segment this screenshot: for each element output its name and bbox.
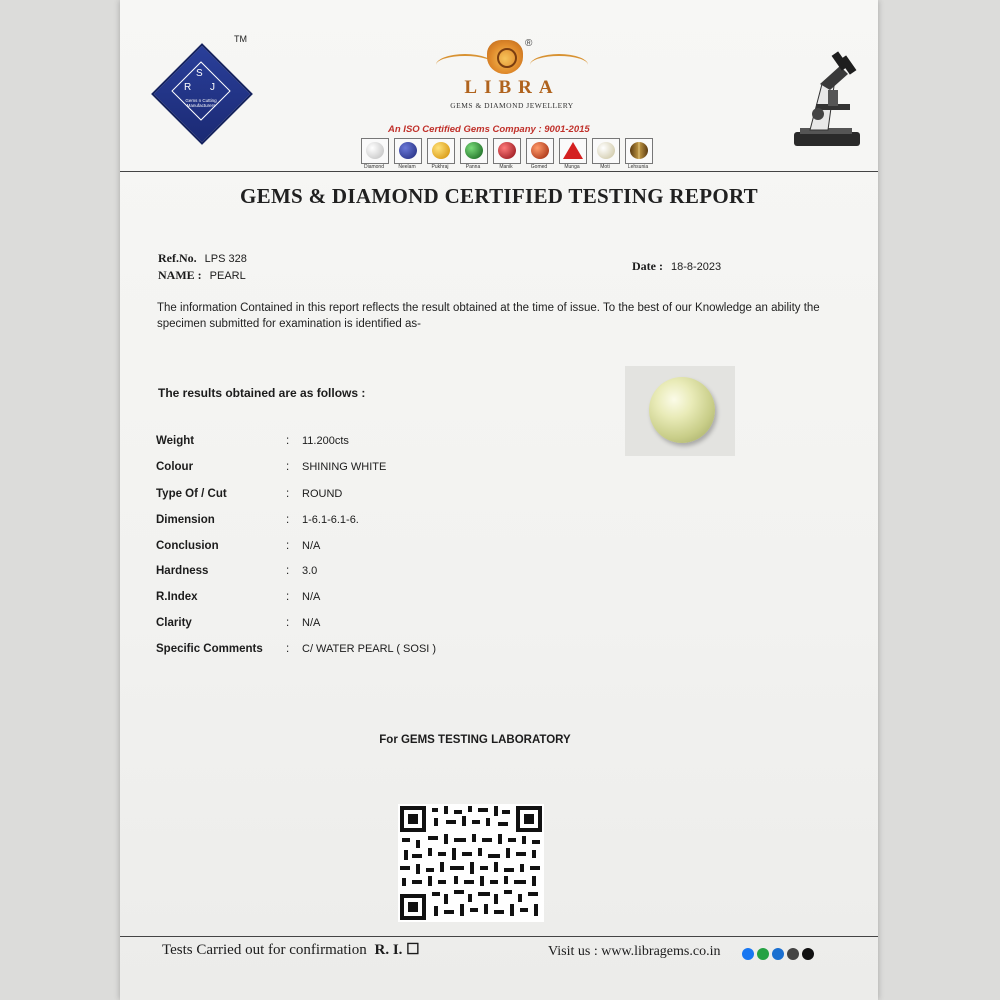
srj-tagline: Gems n Cutting Manufacturers bbox=[185, 98, 217, 108]
gem-lehsunia bbox=[624, 138, 653, 172]
report-title: GEMS & DIAMOND CERTIFIED TESTING REPORT bbox=[240, 184, 758, 208]
registered-mark: ® bbox=[525, 38, 533, 49]
tests-text: Tests Carried out for confirmation bbox=[162, 942, 367, 958]
result-separator: : bbox=[286, 565, 290, 577]
srj-letter-j: J bbox=[210, 82, 215, 93]
gem-gomed bbox=[525, 138, 554, 172]
gem-frame bbox=[526, 138, 554, 164]
munga-gem-icon bbox=[563, 142, 583, 159]
date-label: Date : bbox=[632, 259, 663, 273]
date-line bbox=[632, 257, 721, 275]
gem-label: Neelam bbox=[398, 164, 416, 170]
gem-neelam bbox=[393, 138, 422, 172]
result-value: C/ WATER PEARL ( SOSI ) bbox=[302, 643, 437, 655]
name-value: PEARL bbox=[209, 270, 246, 282]
gem-diamond bbox=[360, 138, 389, 172]
gem-frame bbox=[427, 138, 455, 164]
gem-label: Pukhraj bbox=[431, 164, 449, 170]
crown-icon bbox=[487, 40, 523, 74]
pukhraj-gem-icon bbox=[432, 142, 450, 159]
result-row-hardness bbox=[156, 565, 756, 585]
result-separator: : bbox=[286, 617, 290, 629]
srj-trademark: TM bbox=[234, 34, 247, 44]
gem-moti bbox=[591, 138, 620, 172]
gem-label: Manik bbox=[499, 164, 513, 170]
result-label: Weight bbox=[156, 435, 195, 447]
logo-swirl-left bbox=[436, 54, 494, 76]
brand-subtitle: GEMS & DIAMOND JEWELLERY bbox=[450, 101, 574, 110]
gem-frame bbox=[592, 138, 620, 164]
srj-letter-r: R bbox=[184, 82, 192, 93]
qr-code bbox=[398, 804, 544, 922]
gem-manik bbox=[492, 138, 521, 172]
results-heading: The results obtained are as follows : bbox=[158, 386, 366, 400]
tests-confirmation bbox=[162, 940, 420, 959]
pearl-image bbox=[649, 377, 715, 443]
gem-munga bbox=[558, 138, 587, 172]
name-line bbox=[158, 266, 246, 284]
instagram-icon[interactable] bbox=[802, 948, 814, 960]
result-value: 11.200cts bbox=[302, 435, 349, 447]
gem-frame bbox=[493, 138, 521, 164]
gem-frame bbox=[460, 138, 488, 164]
name-label: NAME : bbox=[158, 268, 202, 282]
result-label: Hardness bbox=[156, 565, 209, 577]
gem-frame bbox=[361, 138, 389, 164]
ref-value: LPS 328 bbox=[204, 253, 247, 265]
srj-logo bbox=[148, 34, 248, 140]
brand-name: LIBRA bbox=[464, 77, 560, 98]
result-separator: : bbox=[286, 514, 290, 526]
srj-letter-s: S bbox=[196, 68, 203, 79]
result-row-specific-comments bbox=[156, 643, 756, 663]
gem-frame bbox=[625, 138, 653, 164]
result-label: Specific Comments bbox=[156, 643, 263, 655]
gem-frame bbox=[559, 138, 587, 164]
intro-paragraph: The information Contained in this report reflects the result obtained at the time of issue. To the best of our Knowledge an ability the specimen submitted for examination is identified as- bbox=[157, 302, 820, 330]
youtube-icon[interactable] bbox=[787, 948, 799, 960]
gem-label: Panna bbox=[465, 164, 481, 170]
gem-label: Diamond bbox=[363, 164, 384, 170]
panna-gem-icon bbox=[465, 142, 483, 159]
date-value: 18-8-2023 bbox=[670, 261, 722, 273]
whatsapp-icon[interactable] bbox=[757, 948, 769, 960]
gem-pukhraj bbox=[426, 138, 455, 172]
result-label: Clarity bbox=[156, 617, 192, 629]
result-row-colour bbox=[156, 461, 756, 481]
gem-label: Moti bbox=[600, 164, 610, 170]
iso-certification: An ISO Certified Gems Company : 9001-2015 bbox=[388, 124, 590, 135]
tests-code: R. I. ☐ bbox=[374, 942, 420, 958]
result-row-conclusion bbox=[156, 540, 756, 560]
result-label: R.Index bbox=[156, 591, 198, 603]
gem-strip bbox=[360, 138, 660, 172]
result-separator: : bbox=[286, 435, 290, 447]
specimen-photo bbox=[625, 366, 735, 456]
microscope-icon bbox=[788, 44, 868, 150]
result-value: 3.0 bbox=[302, 565, 318, 577]
result-label: Conclusion bbox=[156, 540, 219, 552]
website-line: Visit us : www.libragems.co.in bbox=[548, 944, 721, 959]
result-row-clarity bbox=[156, 617, 756, 637]
result-value: 1-6.1-6.1-6. bbox=[302, 514, 359, 526]
gem-label: Gomed bbox=[530, 164, 548, 170]
gem-label: Munga bbox=[564, 164, 580, 170]
gem-panna bbox=[459, 138, 488, 172]
result-value: ROUND bbox=[302, 488, 343, 500]
ref-line bbox=[158, 249, 247, 267]
footer-divider bbox=[120, 936, 878, 937]
pinterest-icon[interactable] bbox=[772, 948, 784, 960]
result-label: Colour bbox=[156, 461, 194, 473]
diamond-gem-icon bbox=[366, 142, 384, 159]
certificate-page bbox=[120, 0, 878, 1000]
result-separator: : bbox=[286, 488, 290, 500]
lehsunia-gem-icon bbox=[630, 142, 648, 159]
result-separator: : bbox=[286, 643, 290, 655]
gomed-gem-icon bbox=[531, 142, 549, 159]
logo-swirl-right bbox=[530, 54, 588, 76]
moti-gem-icon bbox=[597, 142, 615, 159]
result-row-rindex bbox=[156, 591, 756, 611]
result-value: N/A bbox=[302, 617, 321, 629]
facebook-icon[interactable] bbox=[742, 948, 754, 960]
result-value: N/A bbox=[302, 540, 321, 552]
result-separator: : bbox=[286, 540, 290, 552]
result-separator: : bbox=[286, 461, 290, 473]
result-row-dimension bbox=[156, 514, 756, 534]
result-label: Type Of / Cut bbox=[156, 488, 227, 500]
neelam-gem-icon bbox=[399, 142, 417, 159]
ref-label: Ref.No. bbox=[158, 251, 197, 265]
result-label: Dimension bbox=[156, 514, 215, 526]
result-row-type-cut bbox=[156, 488, 756, 508]
result-value: SHINING WHITE bbox=[302, 461, 387, 473]
result-value: N/A bbox=[302, 591, 321, 603]
manik-gem-icon bbox=[498, 142, 516, 159]
lab-signature-line: For GEMS TESTING LABORATORY bbox=[379, 734, 571, 746]
gem-label: Lehsunia bbox=[627, 164, 649, 170]
gem-frame bbox=[394, 138, 422, 164]
header-divider bbox=[120, 171, 878, 172]
result-separator: : bbox=[286, 591, 290, 603]
